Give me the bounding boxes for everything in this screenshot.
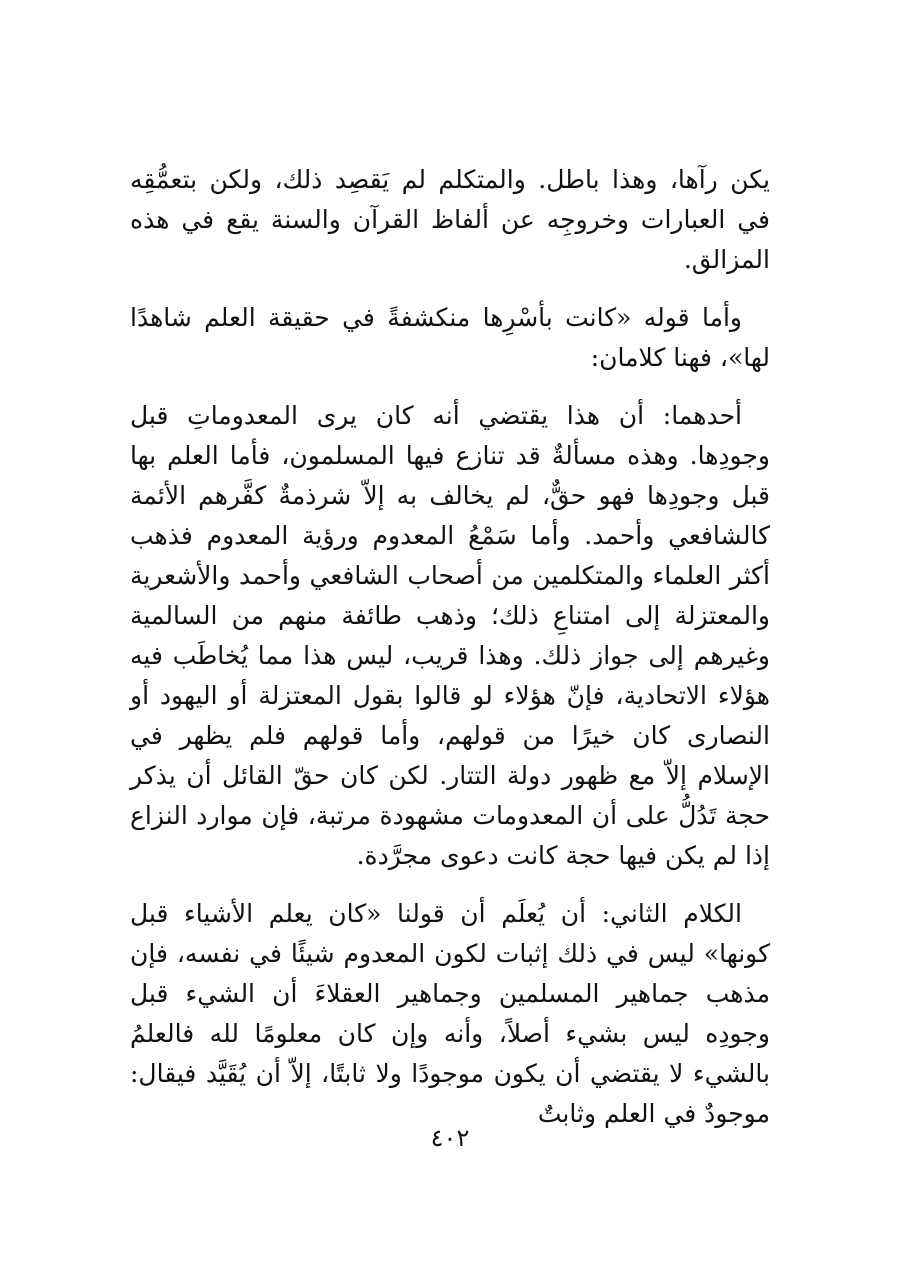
paragraph-first-point: أحدهما: أن هذا يقتضي أنه كان يرى المعدوماتِ قبل وجودِها. وهذه مسألةٌ قد تنازع فيها المسلمون، فأما العلم بها قبل وجودِها فهو حقٌّ، لم يخالف به إلاّ شرذمةٌ كفَّرهم الأئمة كالشافعي وأحمد. وأما سَمْعُ المعدوم ورؤية المعدوم فذهب أكثر العلماء والمتكلمين من أصحاب الشافعي وأحمد والأشعرية والمعتزلة إلى امتناعِ ذلك؛ وذهب طائفة منهم من السالمية وغيرهم إلى جواز ذلك. وهذا قريب، ليس هذا مما يُخاطَب فيه هؤلاء الاتحادية، فإنّ هؤلاء لو قالوا بقول المعتزلة أو اليهود أو النصارى كان خيرًا من قولهم، وأما قولهم فلم يظهر في الإسلام إلاّ مع ظهور دولة التتار. لكن كان حقّ القائل أن يذكر حجة تَدُلُّ على أن المعدومات مشهودة مرتبة، فإن موارد النزاع إذا لم يكن فيها حجة كانت دعوى مجرَّدة.	[130, 401, 770, 870]
paragraph-second-point: الكلام الثاني: أن يُعلَم أن قولنا «كان يعلم الأشياء قبل كونها» ليس في ذلك إثبات لكون المعدوم شيئًا في نفسه، فإن مذهب جماهير المسلمين وجماهير العقلاءَ أن الشيء قبل وجودِه ليس بشيء أصلاً، وأنه وإن كان معلومًا لله فالعلمُ بالشيء لا يقتضي أن يكون موجودًا ولا ثابتًا، إلاّ أن يُقَيَّد فيقال: موجودٌ في العلم وثابتٌ	[130, 899, 770, 1128]
body-text	[130, 160, 770, 1134]
page-number: ٤٠٢	[430, 1124, 470, 1152]
paragraph-his-saying: وأما قوله «كانت بأسْرِها منكشفةً في حقيقة العلم شاهدًا لها»، فهنا كلامان:	[130, 303, 770, 372]
paragraph-continuation: يكن رآها، وهذا باطل. والمتكلم لم يَقصِد ذلك، ولكن بتعمُّقِه في العبارات وخروجِه عن ألفاظ القرآن والسنة يقع في هذه المزالق.	[130, 165, 770, 274]
